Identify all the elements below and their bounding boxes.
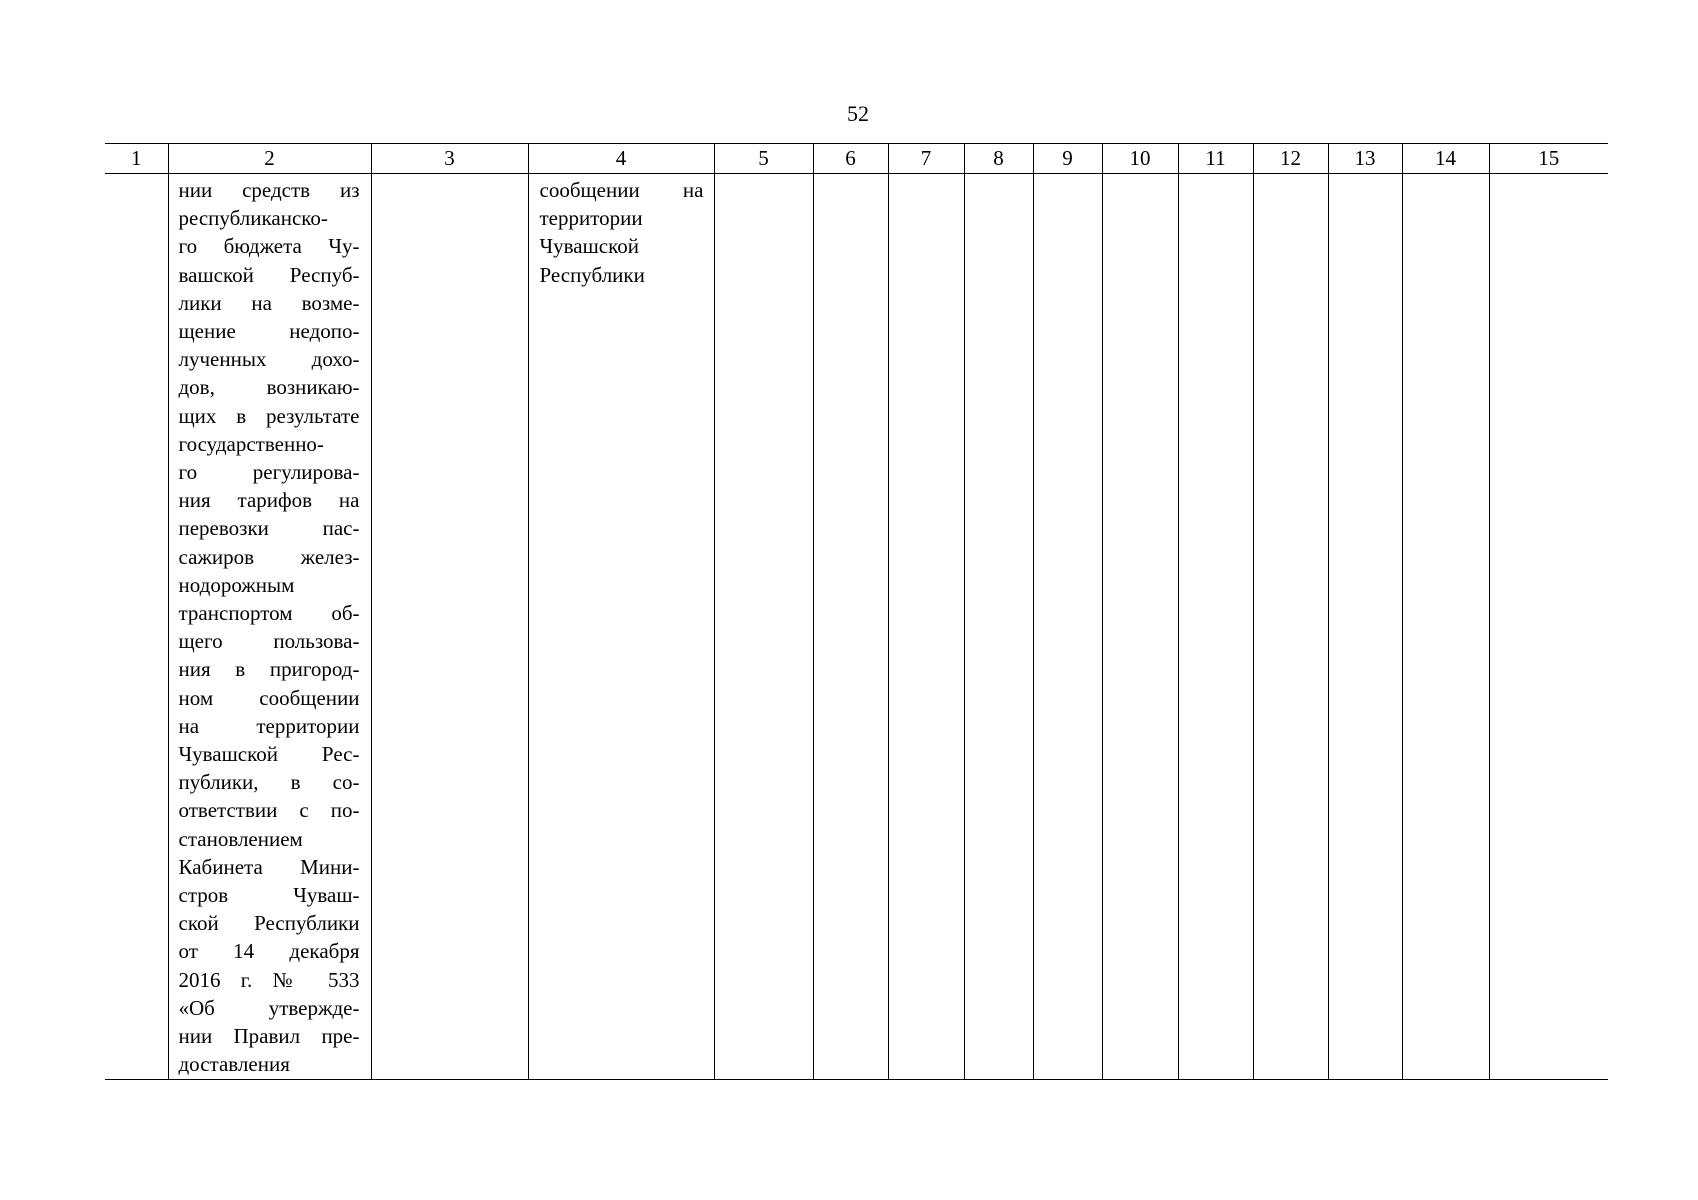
page-number: 52	[847, 101, 869, 126]
text-line: ской Республики	[178, 911, 360, 936]
text-line: лики на возме-	[178, 290, 360, 315]
text-line: дов, возникаю-	[178, 375, 360, 400]
text-line: 2016 г. № 533	[178, 967, 360, 992]
text-line: нии средств из	[178, 178, 360, 202]
table-cell-col13	[1328, 174, 1402, 1080]
table-cell-col14	[1402, 174, 1489, 1080]
table-cell-col1	[105, 174, 168, 1080]
column-header-4: 4	[528, 144, 714, 174]
text-line: щение недопо-	[178, 319, 360, 344]
column-header-3: 3	[371, 144, 528, 174]
text-line: сажиров желез-	[178, 544, 360, 569]
text-line: перевозки пас-	[178, 516, 360, 541]
table-cell-col2	[168, 174, 371, 1080]
column-header-11: 11	[1178, 144, 1253, 174]
text-line: публики, в со-	[178, 770, 360, 795]
text-line: щего пользова-	[178, 629, 360, 654]
text-line: го регулирова-	[178, 460, 360, 485]
text-line: становлением	[178, 826, 303, 851]
text-line: Кабинета Мини-	[178, 854, 360, 879]
text-line: ном сообщении	[178, 685, 360, 710]
text-line: республиканско-	[178, 206, 328, 231]
table-cell-col3	[371, 174, 528, 1080]
text-line: ния тарифов на	[178, 488, 360, 513]
text-line: стров Чуваш-	[178, 883, 360, 908]
table-cell-col10	[1102, 174, 1178, 1080]
column-header-8: 8	[964, 144, 1033, 174]
col4-text	[529, 174, 714, 289]
text-line: Чувашской Рес-	[178, 742, 360, 767]
table-cell-col8	[964, 174, 1033, 1080]
table-header-row	[105, 144, 1608, 174]
column-header-9: 9	[1033, 144, 1102, 174]
table-cell-col9	[1033, 174, 1102, 1080]
text-line: ния в пригород-	[178, 657, 360, 682]
text-line: транспортом об-	[178, 601, 360, 626]
column-header-13: 13	[1328, 144, 1402, 174]
col2-text	[169, 174, 371, 1079]
text-line: вашской Респуб-	[178, 262, 360, 287]
table-cell-col12	[1253, 174, 1328, 1080]
table-cell-col7	[888, 174, 964, 1080]
table-cell-col11	[1178, 174, 1253, 1080]
text-line: нодорожным	[178, 572, 295, 597]
table-cell-col15	[1489, 174, 1608, 1080]
column-header-12: 12	[1253, 144, 1328, 174]
data-table	[105, 143, 1608, 1080]
text-line: лученных дохо-	[178, 347, 360, 372]
column-header-15: 15	[1489, 144, 1608, 174]
text-line: Чувашской	[539, 234, 639, 259]
text-line: от 14 декабря	[178, 939, 360, 964]
text-line: го бюджета Чу-	[178, 234, 360, 259]
column-header-10: 10	[1102, 144, 1178, 174]
column-header-7: 7	[888, 144, 964, 174]
column-header-5: 5	[714, 144, 813, 174]
column-header-6: 6	[813, 144, 888, 174]
text-line: «Об утвержде-	[178, 995, 360, 1020]
text-line: ответствии с по-	[178, 798, 360, 823]
table-cell-col4	[528, 174, 714, 1080]
text-line: нии Правил пре-	[178, 1024, 360, 1049]
text-line: на территории	[178, 713, 360, 738]
column-header-2: 2	[168, 144, 371, 174]
text-line: государственно-	[178, 431, 324, 456]
text-line: щих в результате	[178, 403, 360, 428]
text-line: территории	[539, 206, 643, 231]
text-line: доставления	[178, 1052, 290, 1077]
table-cell-col5	[714, 174, 813, 1080]
column-header-1: 1	[105, 144, 168, 174]
table-row	[105, 174, 1608, 1080]
column-header-14: 14	[1402, 144, 1489, 174]
text-line: сообщении на	[539, 178, 704, 202]
table-cell-col6	[813, 174, 888, 1080]
text-line: Республики	[539, 262, 645, 287]
